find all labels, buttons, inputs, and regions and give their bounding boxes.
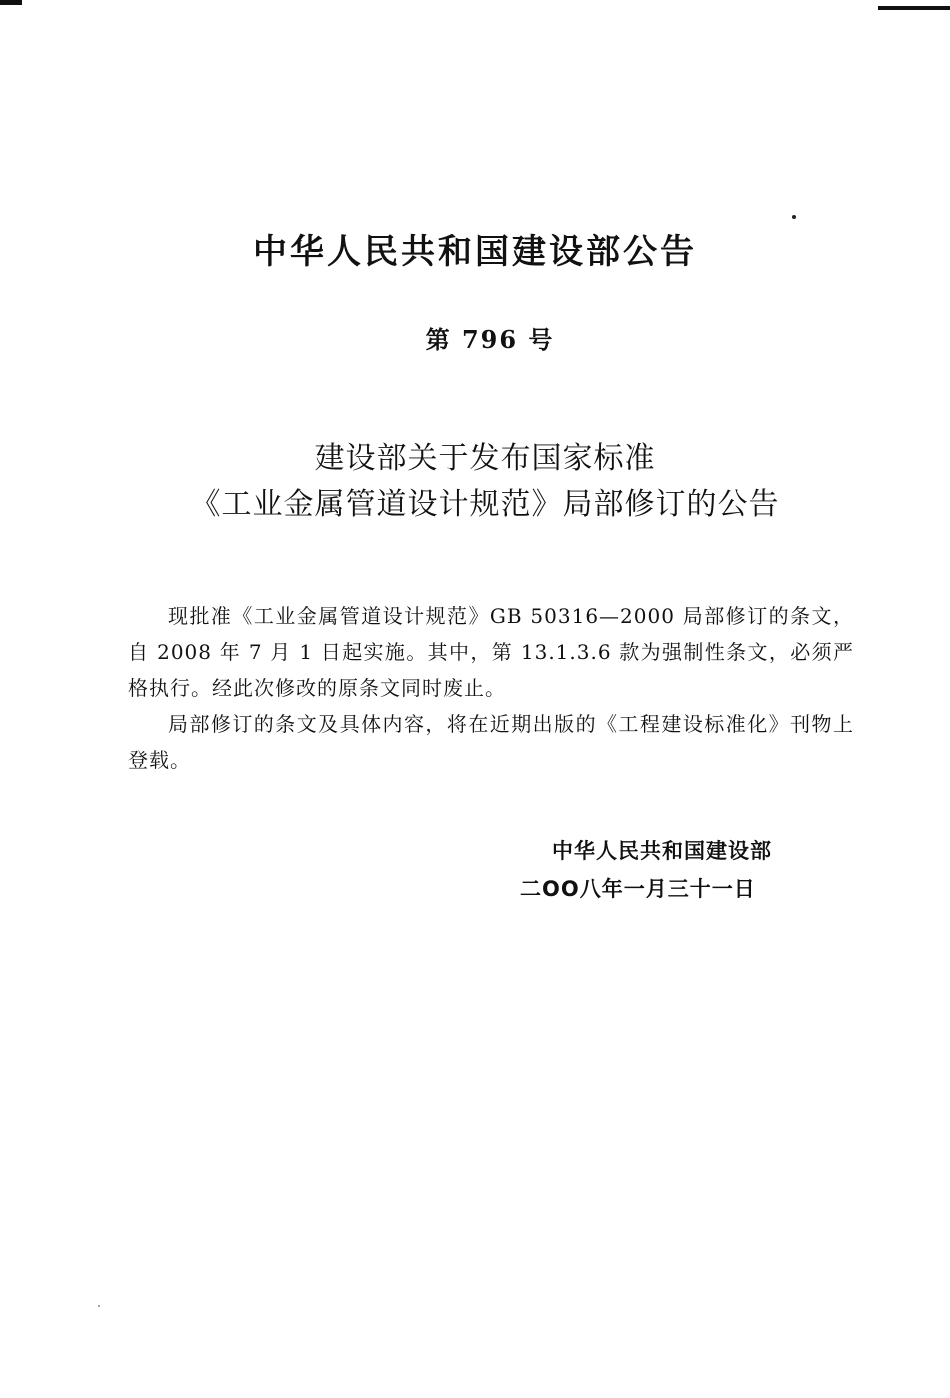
subtitle-line-2: 《工业金属管道设计规范》局部修订的公告 — [190, 487, 780, 522]
scan-speck — [792, 215, 796, 219]
body-paragraph-1: 现批准《工业金属管道设计规范》GB 50316—2000 局部修订的条文，自 2008 年 7 月 1 日起实施。其中，第 13.1.3.6 款为强制性条文，必须严格执行。经此次修改的原条文同时废止。 — [128, 604, 854, 700]
signature-organization: 中华人民共和国建设部 — [552, 839, 772, 863]
body-paragraph-2: 局部修订的条文及具体内容，将在近期出版的《工程建设标准化》刊物上登载。 — [128, 712, 854, 772]
announcement-body — [128, 598, 854, 778]
announcement-subtitle — [0, 436, 950, 528]
announcement-number: 第 796 号 — [425, 325, 555, 354]
signature-block — [520, 832, 810, 908]
scan-edge-mark — [878, 6, 950, 10]
subtitle-line-1: 建设部关于发布国家标准 — [314, 441, 656, 476]
scan-speck — [98, 1305, 100, 1307]
announcement-title: 中华人民共和国建设部公告 — [253, 232, 697, 272]
scan-edge-mark — [0, 0, 22, 5]
signature-date: 二OO八年一月三十一日 — [520, 877, 756, 901]
